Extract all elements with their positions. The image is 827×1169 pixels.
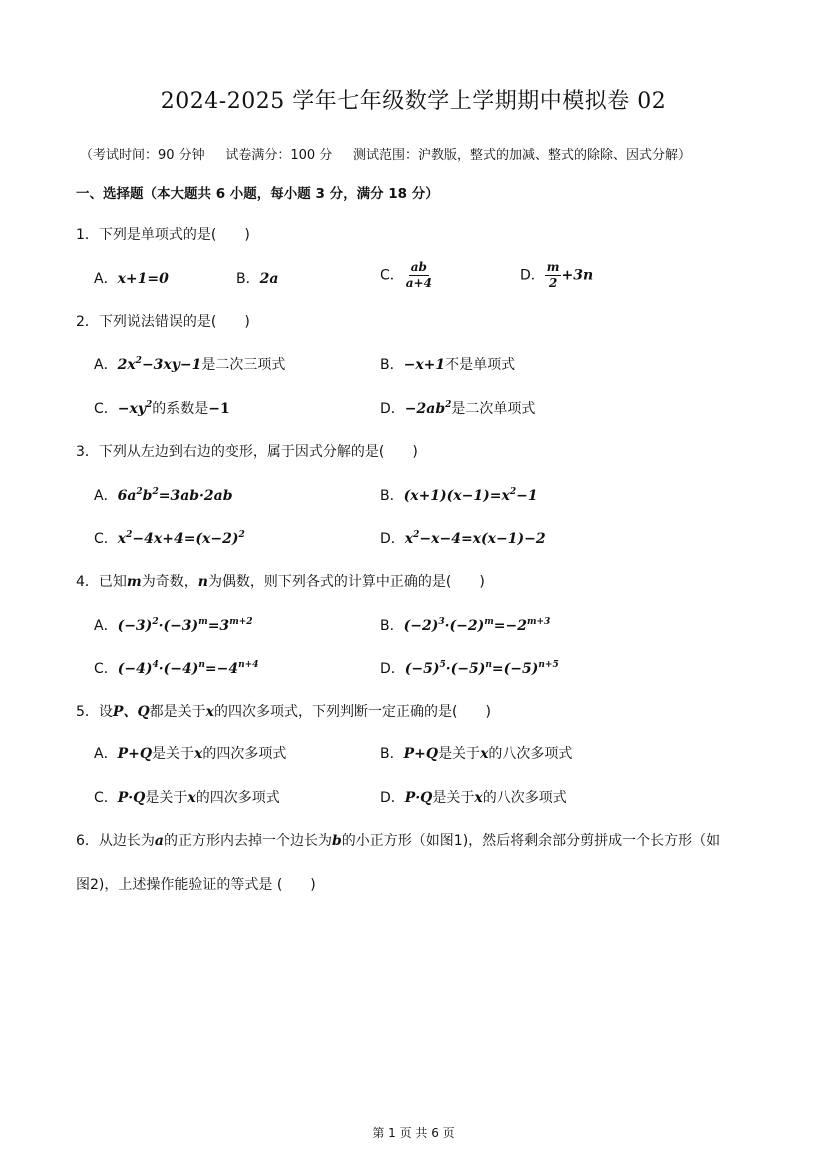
q1-option-a: A．x+1=0 [94, 271, 169, 287]
q4-option-d: D．$(-5)^5\cdot(-5)^n=(-5)^{n+5}$ [380, 660, 559, 677]
question-5: 5．设P、Q都是关于x的四次多项式，下列判断一定正确的是( ) [76, 704, 491, 720]
question-6-line-1: 6．从边长为a的正方形内去掉一个边长为b的小正方形（如图1)，然后将剩余部分剪拼成一个长方形（如 [76, 833, 721, 849]
q5-option-b: B．P+Q是关于x的八次多项式 [380, 746, 573, 762]
page-footer: 第 1 页 共 6 页 [372, 1126, 455, 1140]
exam-info: （考试时间：90 分钟 试卷满分：100 分 测试范围：沪教版，整式的加减、整式的除除、因式分解） [80, 148, 691, 163]
q3-option-c: C．$x^2-4x+4=(x-2)^2$ [94, 530, 245, 547]
question-3: 3．下列从左边到右边的变形，属于因式分解的是( ) [76, 444, 418, 460]
q1-option-d: D． $\frac{m}{2}$ +3n [520, 260, 594, 290]
q4-option-b: B．$(-2)^3\cdot(-2)^m=-2^{m+3}$ [380, 617, 551, 634]
q4-option-a: A．$(-3)^2\cdot(-3)^m=3^{m+2}$ [94, 617, 253, 634]
q5-option-d: D．P·Q是关于x的八次多项式 [380, 790, 567, 806]
q3-option-a: A．$6a^2b^2=3ab\cdot 2ab$ [94, 487, 233, 504]
question-1: 1．下列是单项式的是( ) [76, 227, 250, 243]
q3-option-d: D．$x^2-x-4=x(x-1)-2$ [380, 530, 546, 547]
q2-option-a: A．$2x^2-3xy-1$是二次三项式 [94, 356, 286, 373]
page-title: 2024-2025 学年七年级数学上学期期中模拟卷 02 [160, 89, 667, 114]
q4-option-c: C．$(-4)^4\cdot(-4)^n=-4^{n+4}$ [94, 660, 259, 677]
q5-option-c: C．P·Q是关于x的四次多项式 [94, 790, 280, 806]
q5-option-a: A．P+Q是关于x的四次多项式 [94, 746, 287, 762]
question-4: 4．已知m为奇数，n为偶数，则下列各式的计算中正确的是( ) [76, 574, 485, 590]
section-heading: 一、选择题（本大题共 6 小题，每小题 3 分，满分 18 分） [76, 186, 439, 202]
q2-option-b: B．−x+1不是单项式 [380, 357, 516, 373]
q1-option-c: C． $\frac{ab}{a+4}$ [380, 260, 432, 290]
q2-option-d: D．$-2ab^2$是二次单项式 [380, 400, 536, 417]
question-2: 2．下列说法错误的是( ) [76, 314, 250, 330]
q1-option-b: B．2a [236, 271, 279, 287]
q3-option-b: B．$(x+1)(x-1)=x^2-1$ [380, 487, 538, 504]
q2-option-c: C．$-xy^2$的系数是−1 [94, 400, 230, 417]
question-6-line-2: 图2)，上述操作能验证的等式是 ( ) [76, 877, 316, 893]
